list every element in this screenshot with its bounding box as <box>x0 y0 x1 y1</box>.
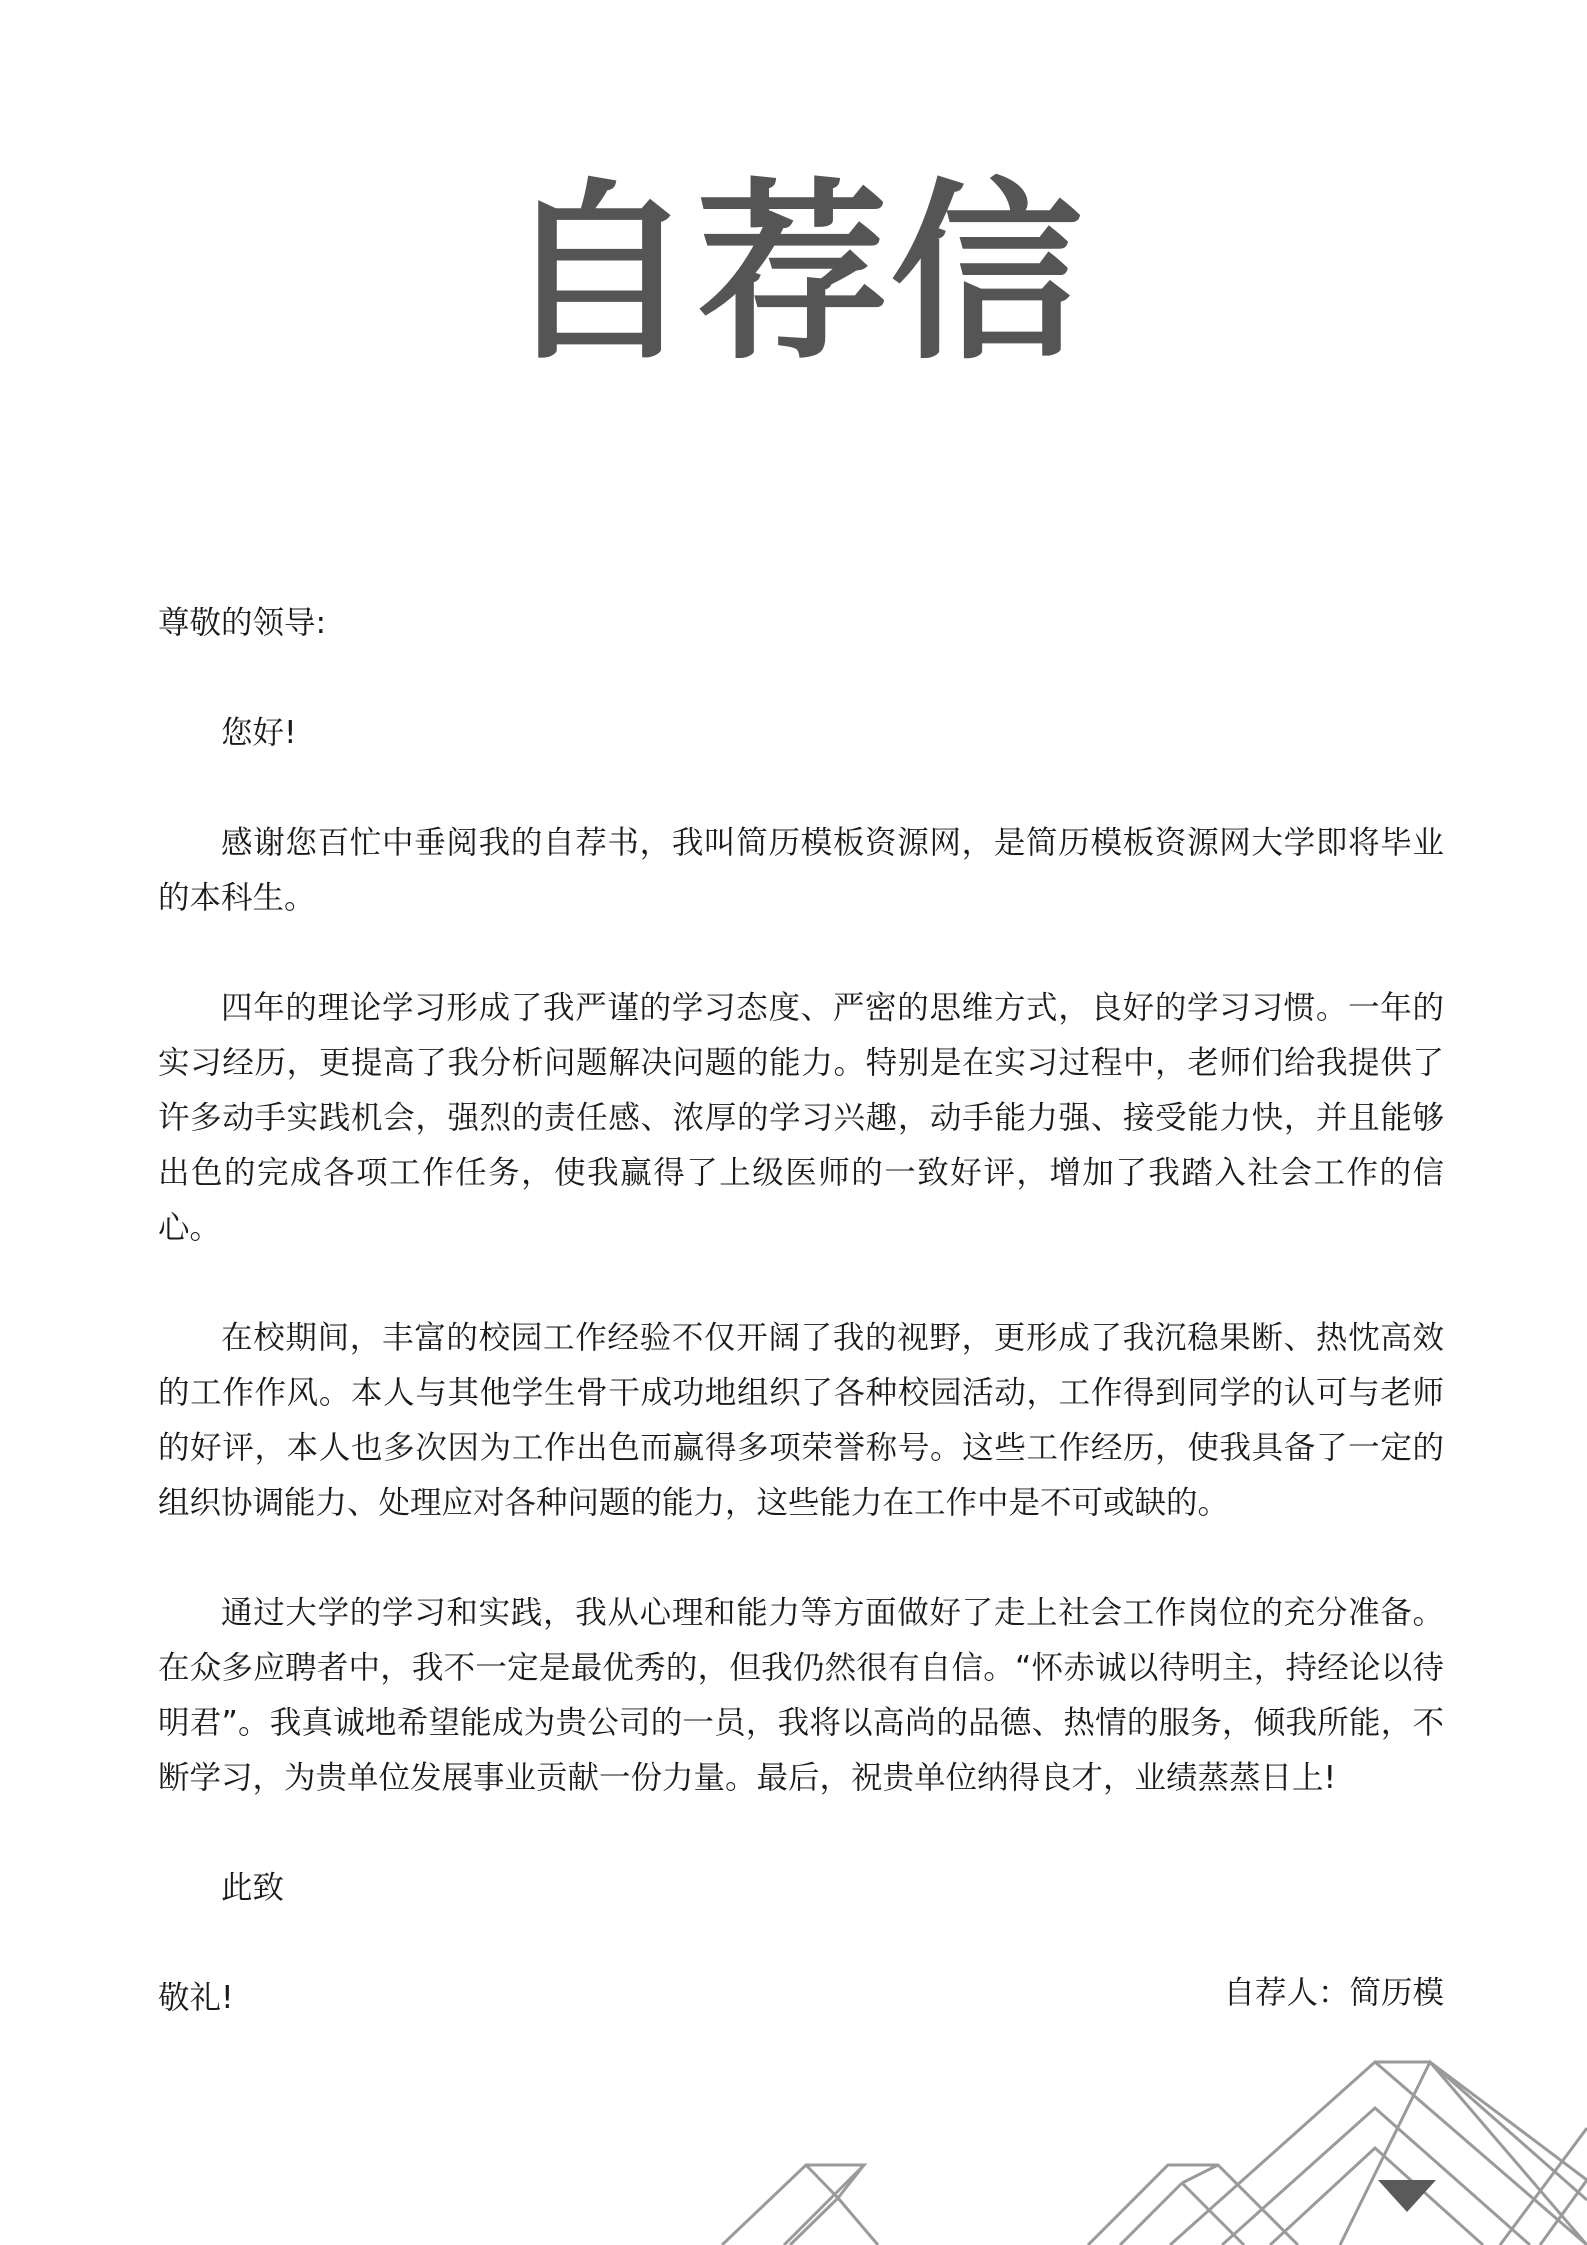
paragraph-4: 通过大学的学习和实践，我从心理和能力等方面做好了走上社会工作岗位的充分准备。在众多应聘者中，我不一定是最优秀的，但我仍然很有自信。“怀赤诚以待明主，持经论以待明君”。我真诚地希望能成为贵公司的一员，我将以高尚的品德、热情的服务，倾我所能，不断学习，为贵单位发展事业贡献一份力量。最后，祝贵单位纳得良才，业绩蒸蒸日上! <box>158 1595 1444 1796</box>
paragraph-1: 感谢您百忙中垂阅我的自荐书，我叫简历模板资源网，是简历模板资源网大学即将毕业的本科生。 <box>158 825 1444 916</box>
letter-body <box>158 596 1444 2026</box>
greeting: 您好! <box>221 715 297 751</box>
paragraph-3: 在校期间，丰富的校园工作经验不仅开阔了我的视野，更形成了我沉稳果断、热忱高效的工作作风。本人与其他学生骨干成功地组织了各种校园活动，工作得到同学的认可与老师的好评，本人也多次因为工作出色而赢得多项荣誉称号。这些工作经历，使我具备了一定的组织协调能力、处理应对各种问题的能力，这些能力在工作中是不可或缺的。 <box>158 1320 1444 1521</box>
paragraph-2: 四年的理论学习形成了我严谨的学习态度、严密的思维方式，良好的学习习惯。一年的实习经历，更提高了我分析问题解决问题的能力。特别是在实习过程中，老师们给我提供了许多动手实践机会，强烈的责任感、浓厚的学习兴趣，动手能力强、接受能力快，并且能够出色的完成各项工作任务，使我赢得了上级医师的一致好评，增加了我踏入社会工作的信心。 <box>158 990 1444 1246</box>
salutation: 尊敬的领导: <box>158 605 327 641</box>
document-title: 自荐信 <box>502 163 1085 386</box>
triangle-icon <box>1378 2180 1436 2212</box>
regards: 敬礼! <box>158 1980 234 2016</box>
signature: 自荐人：简历模 <box>1223 1975 1444 2011</box>
closing: 此致 <box>221 1870 285 1906</box>
